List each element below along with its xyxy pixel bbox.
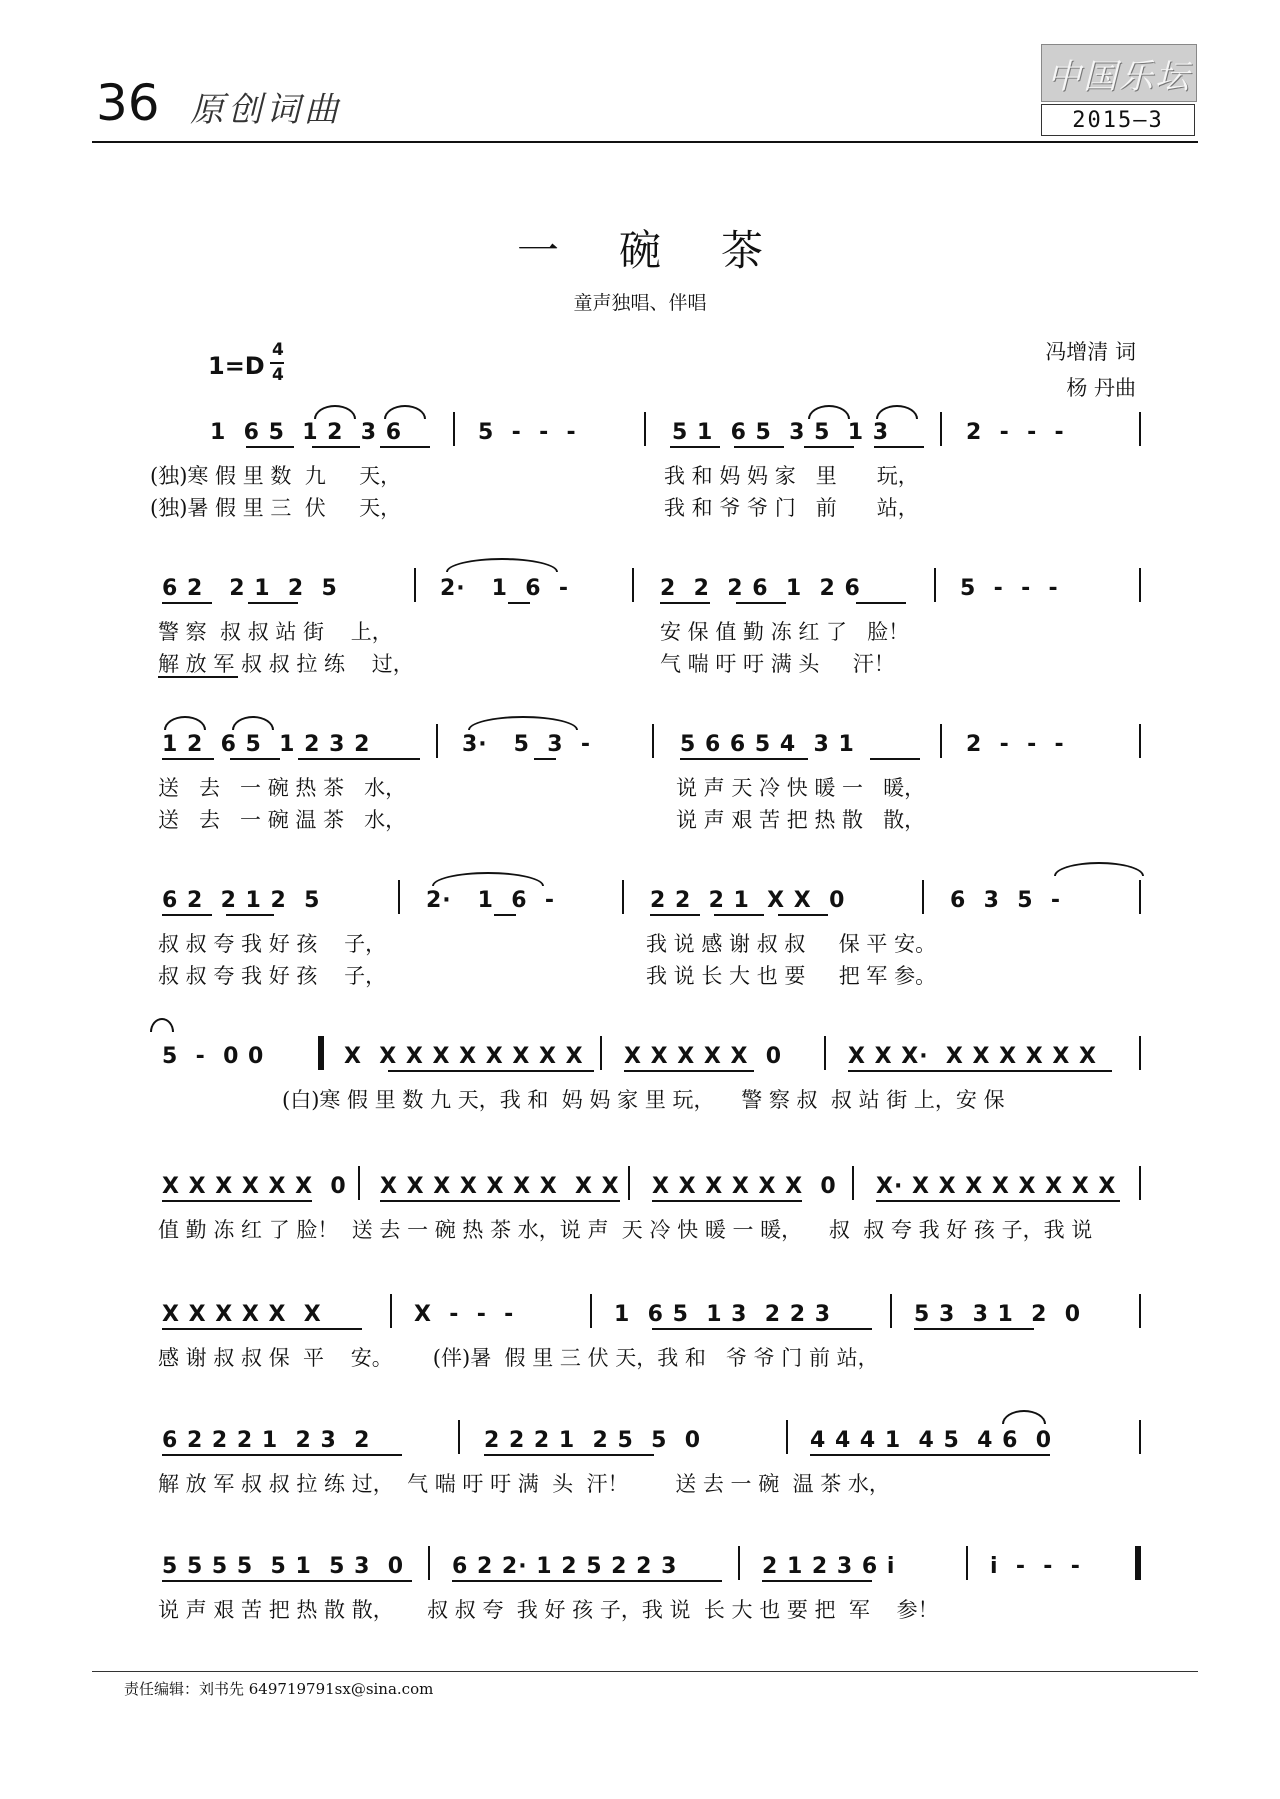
measure-notes: 6 3 5 - — [950, 888, 1062, 913]
beam — [452, 1580, 722, 1582]
bar-line — [622, 880, 624, 914]
measure-notes: 1 6 5 1 3 2 2 3 — [614, 1302, 832, 1327]
measure-notes: 2 2 2 1 X X 0 — [650, 888, 846, 913]
beam — [670, 446, 720, 448]
measure-notes: X X X X X 0 — [624, 1044, 783, 1069]
measure-notes: 5 3 3 1 2 0 — [914, 1302, 1082, 1327]
bar-line — [458, 1420, 460, 1454]
beam — [848, 1070, 1112, 1072]
beam — [388, 1070, 594, 1072]
measure-notes: 6 2 2 1 2 5 — [162, 888, 321, 913]
bar-line — [940, 412, 942, 446]
lyric-line-1: 说 声 艰 苦 把 热 散 散， 叔 叔 夸 我 好 孩 子，我 说 长 大 也 要 把 军 参！ — [158, 1598, 939, 1622]
measure-notes: 2· 1 6 - — [440, 576, 570, 601]
bar-line — [628, 1166, 630, 1200]
beam — [162, 1454, 402, 1456]
emphasis-underline — [158, 676, 238, 678]
measure-notes: 5 - 0 0 — [162, 1044, 265, 1069]
measure-notes: 2 2 2 1 2 5 5 0 — [484, 1428, 702, 1453]
slur — [384, 405, 426, 419]
slur — [876, 405, 918, 419]
measure-notes: 4 4 4 1 4 5 4 6 0 — [810, 1428, 1053, 1453]
bar-line — [940, 724, 942, 758]
lyric-line-1: 警 察 叔 叔 站 街 上， — [158, 620, 393, 644]
slur — [432, 872, 544, 886]
bar-line — [436, 724, 438, 758]
measure-notes: 3· 5 3 - — [462, 732, 592, 757]
beam — [162, 1200, 312, 1202]
lyric-line-2: 我 说 长 大 也 要 把 军 参。 — [646, 964, 937, 988]
bar-line — [1139, 1294, 1141, 1328]
measure-notes: 5 - - - — [960, 576, 1059, 601]
measure-notes: X X X X X X 0 — [162, 1174, 347, 1199]
measure-notes: X· X X X X X X X X — [876, 1174, 1117, 1199]
beam — [778, 914, 828, 916]
lyric-line-1: 安 保 值 勤 冻 红 了 脸！ — [660, 620, 910, 644]
song-title: 一碗茶 — [516, 226, 823, 275]
time-signature-bottom: 4 — [272, 365, 284, 385]
section-title: 原创词曲 — [190, 90, 342, 130]
lyric-line-2: 叔 叔 夸 我 好 孩 子， — [158, 964, 387, 988]
lyric-line-1: 叔 叔 夸 我 好 孩 子， — [158, 932, 387, 956]
time-signature-top: 4 — [272, 340, 284, 360]
beam — [248, 602, 298, 604]
lyric-line-1: (独)寒 假 里 数 九 天， — [150, 464, 402, 488]
beam — [494, 914, 516, 916]
slur — [446, 558, 558, 572]
key-signature: 1=D — [208, 352, 265, 380]
beam — [810, 1454, 1050, 1456]
bar-line — [1139, 1420, 1141, 1454]
page-number: 36 — [96, 74, 160, 132]
beam — [650, 914, 700, 916]
measure-notes: 5 - - - — [478, 420, 577, 445]
beam — [312, 446, 360, 448]
beam — [380, 1200, 620, 1202]
bar-line — [398, 880, 400, 914]
beam — [876, 1200, 1120, 1202]
beam — [714, 914, 764, 916]
lyric-line-1: (白)寒 假 里 数 九 天，我 和 妈 妈 家 里 玩， 警 察 叔 叔 站 街 上，安 保 — [282, 1088, 1005, 1112]
performance-type: 童声独唱、伴唱 — [573, 292, 707, 314]
lyric-line-1: 解 放 军 叔 叔 拉 练 过， 气 喘 吁 吁 满 头 汗！ 送 去 一 碗 温 茶 水， — [158, 1472, 890, 1496]
bar-line — [1139, 1166, 1141, 1200]
beam — [874, 446, 924, 448]
bar-line — [590, 1294, 592, 1328]
lyric-line-1: 感 谢 叔 叔 保 平 安。 (伴)暑 假 里 三 伏 天，我 和 爷 爷 门 前 站， — [158, 1346, 879, 1370]
bar-line — [934, 568, 936, 602]
lyric-line-2: 送 去 一 碗 温 茶 水， — [158, 808, 407, 832]
bar-line — [644, 412, 646, 446]
measure-notes: X X X X X X X X X — [380, 1174, 620, 1199]
slur — [468, 716, 578, 730]
beam — [162, 602, 212, 604]
lyric-line-2: 气 喘 吁 吁 满 头 汗！ — [660, 652, 895, 676]
lyric-line-1: 我 说 感 谢 叔 叔 保 平 安。 — [646, 932, 937, 956]
beam — [162, 1328, 362, 1330]
lyric-line-1: 送 去 一 碗 热 茶 水， — [158, 776, 407, 800]
slur — [164, 716, 206, 730]
tie-start — [1054, 862, 1144, 876]
beam — [534, 758, 556, 760]
beam — [652, 1328, 872, 1330]
slur — [232, 716, 274, 730]
measure-notes: 6 2 2· 1 2 5 2 2 3 — [452, 1554, 678, 1579]
repeat-bar — [318, 1036, 324, 1070]
issue-number: 2015—3 — [1041, 104, 1195, 136]
beam — [734, 446, 784, 448]
bar-line — [786, 1420, 788, 1454]
footer-rule — [92, 1671, 1198, 1672]
bar-line — [1139, 724, 1141, 758]
measure-notes: 2 1 2 3 6 i — [762, 1554, 896, 1579]
measure-notes: X X X X X X X X X — [344, 1044, 584, 1069]
bar-line — [1139, 880, 1141, 914]
bar-line — [414, 568, 416, 602]
measure-notes: 6 2 2 2 1 2 3 2 — [162, 1428, 371, 1453]
bar-line — [652, 724, 654, 758]
measure-notes: 5 5 5 5 5 1 5 3 0 — [162, 1554, 405, 1579]
beam — [246, 446, 294, 448]
measure-notes: i - - - — [990, 1554, 1081, 1579]
bar-line — [428, 1546, 430, 1580]
final-bar — [1135, 1546, 1141, 1580]
measure-notes: 2 - - - — [966, 732, 1065, 757]
measure-notes: X X X X X X — [162, 1302, 322, 1327]
bar-line — [632, 568, 634, 602]
measure-notes: X X X X X X 0 — [652, 1174, 837, 1199]
beam — [380, 446, 430, 448]
bar-line — [738, 1546, 740, 1580]
beam — [484, 1454, 654, 1456]
slur — [1002, 1410, 1046, 1424]
lyricist-credit: 冯增清 词 — [1045, 340, 1136, 364]
lyric-line-2: 说 声 艰 苦 把 热 散 散， — [676, 808, 926, 832]
beam — [162, 1580, 412, 1582]
bar-line — [852, 1166, 854, 1200]
measure-notes: 2 - - - — [966, 420, 1065, 445]
time-signature-line — [270, 362, 284, 364]
magazine-logo: 中国乐坛 — [1041, 44, 1197, 102]
beam — [624, 1070, 754, 1072]
bar-line — [922, 880, 924, 914]
beam — [652, 1200, 802, 1202]
beam — [736, 602, 786, 604]
lyric-line-2: (独)暑 假 里 三 伏 天， — [150, 496, 402, 520]
beam — [856, 602, 906, 604]
bar-line — [1139, 1036, 1141, 1070]
editor-credit: 责任编辑：刘书先 649719791sx@sina.com — [124, 1680, 434, 1698]
beam — [230, 758, 280, 760]
lyric-line-2: 解 放 军 叔 叔 拉 练 过， — [158, 652, 414, 676]
measure-notes: 6 2 2 1 2 5 — [162, 576, 338, 601]
beam — [804, 446, 854, 448]
lyric-line-1: 说 声 天 冷 快 暖 一 暖， — [676, 776, 926, 800]
lyric-line-1: 我 和 妈 妈 家 里 玩， — [664, 464, 919, 488]
beam — [298, 758, 420, 760]
header-rule — [92, 141, 1198, 143]
beam — [508, 602, 530, 604]
measure-notes: 1 6 5 1 2 3 6 — [210, 420, 403, 445]
measure-notes: 5 1 6 5 3 5 1 3 — [672, 420, 890, 445]
beam — [762, 1580, 872, 1582]
slur — [808, 405, 850, 419]
measure-notes: 5 6 6 5 4 3 1 — [680, 732, 855, 757]
bar-line — [824, 1036, 826, 1070]
beam — [914, 1328, 1034, 1330]
measure-notes: 2 2 2 6 1 2 6 — [660, 576, 861, 601]
bar-line — [1139, 568, 1141, 602]
measure-notes: X - - - — [414, 1302, 515, 1327]
tie-end — [150, 1018, 174, 1032]
measure-notes: X X X· X X X X X X — [848, 1044, 1097, 1069]
beam — [660, 602, 710, 604]
lyric-line-2: 我 和 爷 爷 门 前 站， — [664, 496, 919, 520]
beam — [162, 914, 212, 916]
beam — [870, 758, 920, 760]
measure-notes: 1 2 6 5 1 2 3 2 — [162, 732, 371, 757]
slur — [314, 405, 356, 419]
lyric-line-1: 值 勤 冻 红 了 脸！ 送 去 一 碗 热 茶 水，说 声 天 冷 快 暖 一 暖， 叔 叔 夸 我 好 孩 子，我 说 — [158, 1218, 1093, 1242]
bar-line — [600, 1036, 602, 1070]
bar-line — [358, 1166, 360, 1200]
bar-line — [890, 1294, 892, 1328]
composer-credit: 杨 丹曲 — [1066, 376, 1136, 400]
beam — [680, 758, 808, 760]
bar-line — [453, 412, 455, 446]
beam — [162, 758, 214, 760]
beam — [226, 914, 274, 916]
bar-line — [966, 1546, 968, 1580]
measure-notes: 2· 1 6 - — [426, 888, 556, 913]
bar-line — [1139, 412, 1141, 446]
bar-line — [390, 1294, 392, 1328]
